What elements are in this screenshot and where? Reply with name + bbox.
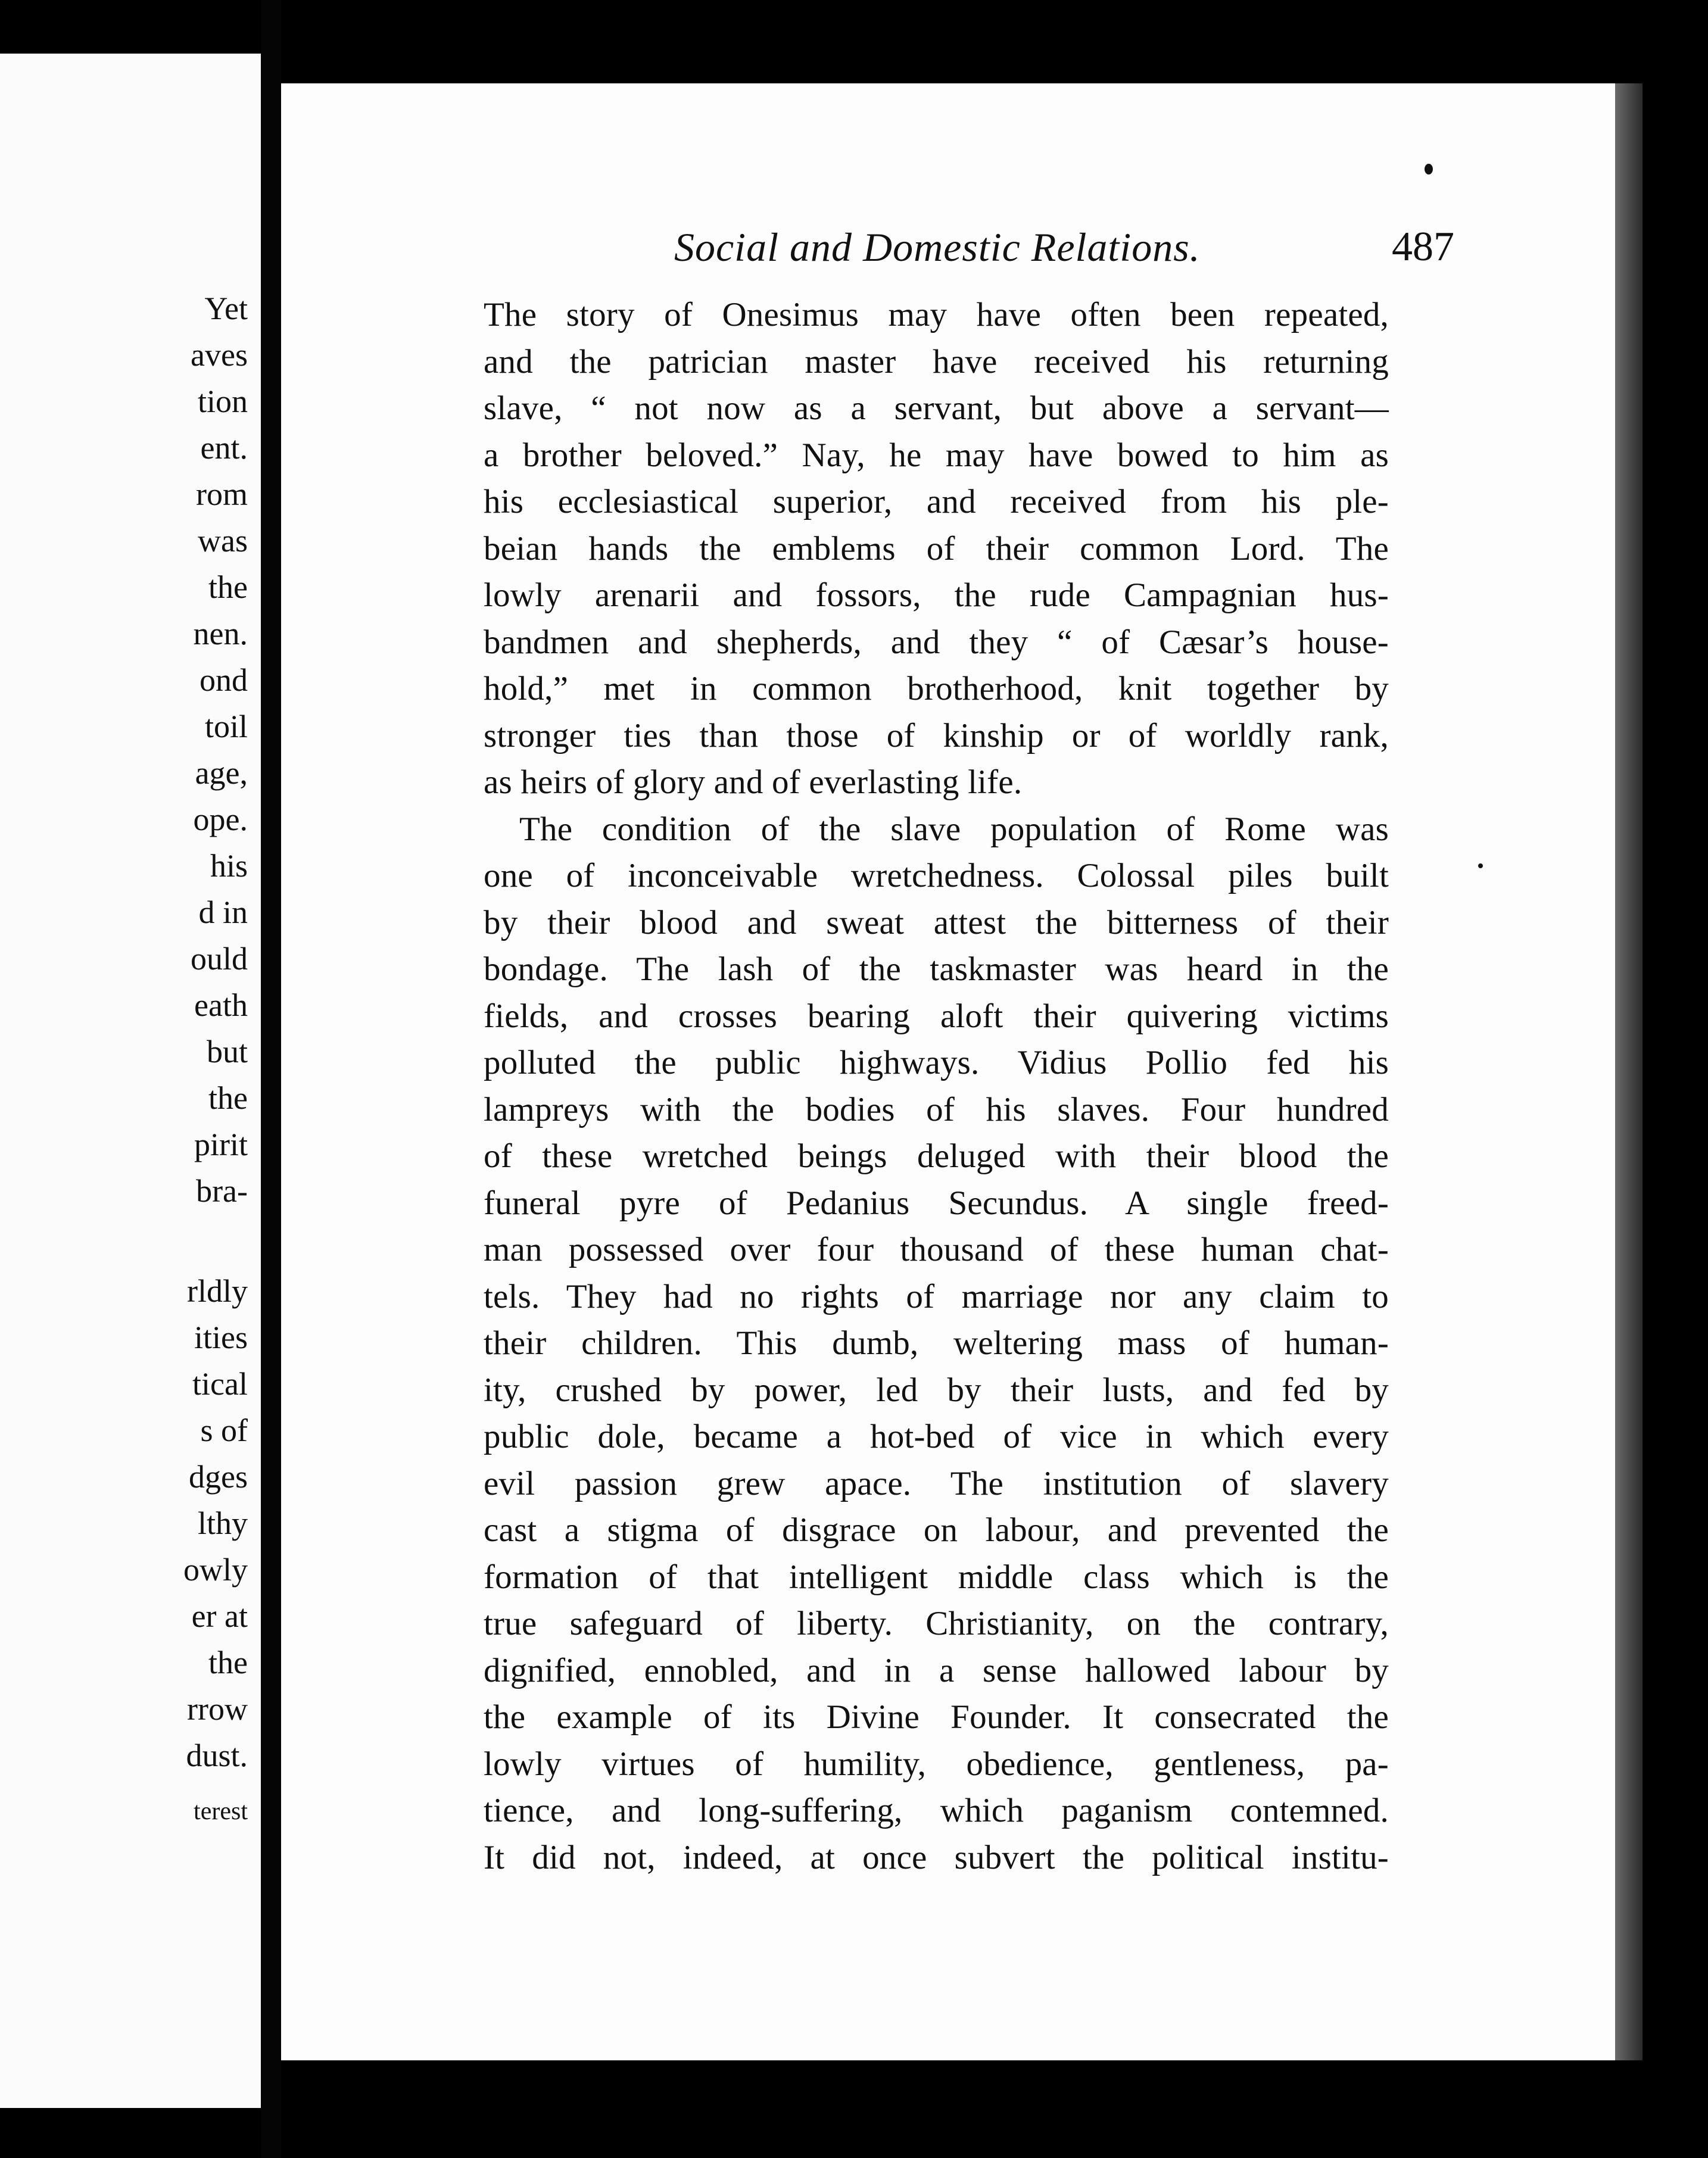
text-line: ity, crushed by power, led by their lusts, and fed by	[484, 1371, 1389, 1409]
left-fragment: er at	[191, 1598, 248, 1634]
left-fragment: lthy	[197, 1505, 248, 1541]
text-line: lampreys with the bodies of his slaves. Four hundred	[484, 1090, 1389, 1128]
left-fragment: ould	[190, 941, 248, 977]
left-fragment: tical	[192, 1366, 248, 1402]
left-fragment: rldly	[187, 1273, 248, 1309]
text-line: his ecclesiastical superior, and received from his ple-	[484, 483, 1389, 520]
text-line: beian hands the emblems of their common Lord. The	[484, 529, 1389, 567]
text-line: their children. This dumb, weltering mass of human-	[484, 1324, 1389, 1362]
left-fragment: was	[198, 523, 248, 559]
text-line: lowly arenarii and fossors, the rude Campagnian hus-	[484, 576, 1389, 614]
text-line: hold,” met in common brotherhood, knit together by	[484, 670, 1389, 707]
left-fragment: dges	[189, 1459, 248, 1495]
text-line: tience, and long-suffering, which paganism contemned.	[484, 1792, 1389, 1829]
text-line: polluted the public highways. Vidius Pollio fed his	[484, 1044, 1389, 1081]
text-line: of these wretched beings deluged with their blood the	[484, 1137, 1389, 1175]
ink-speck	[1425, 164, 1433, 174]
text-line: a brother beloved.” Nay, he may have bowed to him as	[484, 436, 1389, 474]
text-line: cast a stigma of disgrace on labour, and prevented the	[484, 1511, 1389, 1549]
left-fragment: tion	[197, 383, 248, 419]
text-line: The story of Onesimus may have often been repeated,	[484, 296, 1389, 333]
text-line: and the patrician master have received his returning	[484, 342, 1389, 381]
text-line: the example of its Divine Founder. It consecrated the	[484, 1698, 1389, 1736]
left-fragment: the	[208, 1645, 248, 1680]
left-fragment: owly	[183, 1552, 248, 1588]
text-line: true safeguard of liberty. Christianity, on the contrary,	[484, 1605, 1389, 1642]
text-line: as heirs of glory and of everlasting life.	[484, 763, 1023, 801]
left-fragment: s of	[200, 1412, 248, 1448]
left-fragment: ope.	[193, 802, 248, 837]
left-fragment: age,	[195, 755, 248, 791]
text-line: fields, and crosses bearing aloft their quivering victims	[484, 997, 1389, 1035]
left-footnote-fragment: terest	[194, 1798, 248, 1825]
text-line: man possessed over four thousand of these human chat-	[484, 1231, 1389, 1268]
left-fragment: nen.	[193, 616, 248, 651]
text-line: tels. They had no rights of marriage nor any claim to	[484, 1277, 1389, 1315]
text-line: bandmen and shepherds, and they “ of Cæsar’s house-	[484, 623, 1389, 661]
left-fragment: eath	[194, 987, 248, 1023]
page-number: 487	[1392, 224, 1454, 270]
text-line: slave, “ not now as a servant, but above a servant—	[484, 389, 1389, 427]
left-fragment: toil	[204, 709, 248, 744]
text-line: one of inconceivable wretchedness. Colossal piles built	[484, 857, 1389, 894]
paragraph	[484, 806, 1389, 1882]
left-fragment: ond	[200, 662, 248, 698]
text-line: bondage. The lash of the taskmaster was heard in the	[484, 950, 1389, 988]
running-head	[674, 223, 1454, 271]
book-page	[281, 83, 1615, 2060]
previous-page-fragment	[0, 54, 261, 2108]
left-fragment: aves	[191, 337, 248, 373]
left-fragment: Yet	[204, 291, 248, 326]
left-fragment: the	[208, 569, 248, 605]
text-line: The condition of the slave population of Rome was	[519, 810, 1389, 848]
left-fragment: rom	[196, 476, 248, 512]
book-gutter	[261, 0, 281, 2158]
text-line: formation of that intelligent middle class which is the	[484, 1558, 1389, 1596]
left-fragment: d in	[198, 894, 248, 930]
left-fragment: ent.	[200, 430, 248, 466]
left-fragment: ities	[194, 1320, 248, 1355]
running-title: Social and Domestic Relations.	[674, 224, 1201, 270]
left-fragment: his	[210, 848, 248, 884]
left-fragment: but	[206, 1034, 248, 1069]
ink-speck	[1478, 863, 1483, 868]
left-fragment: pirit	[194, 1127, 248, 1162]
left-fragment: the	[208, 1080, 248, 1116]
left-fragment: rrow	[187, 1691, 248, 1727]
left-fragment: bra-	[196, 1173, 248, 1209]
text-line: lowly virtues of humility, obedience, gentleness, pa-	[484, 1745, 1389, 1783]
text-line: public dole, became a hot-bed of vice in which every	[484, 1418, 1389, 1455]
text-line: stronger ties than those of kinship or of worldly rank,	[484, 716, 1389, 754]
text-line: funeral pyre of Pedanius Secundus. A single freed-	[484, 1184, 1389, 1222]
body-text	[484, 292, 1389, 1881]
text-line: dignified, ennobled, and in a sense hallowed labour by	[484, 1651, 1389, 1689]
left-fragment: dust.	[186, 1738, 248, 1773]
text-line: It did not, indeed, at once subvert the political institu-	[484, 1838, 1389, 1876]
text-line: evil passion grew apace. The institution of slavery	[484, 1464, 1389, 1502]
page-edge	[1615, 83, 1642, 2060]
paragraph	[484, 292, 1389, 806]
text-line: by their blood and sweat attest the bitterness of their	[484, 903, 1389, 941]
